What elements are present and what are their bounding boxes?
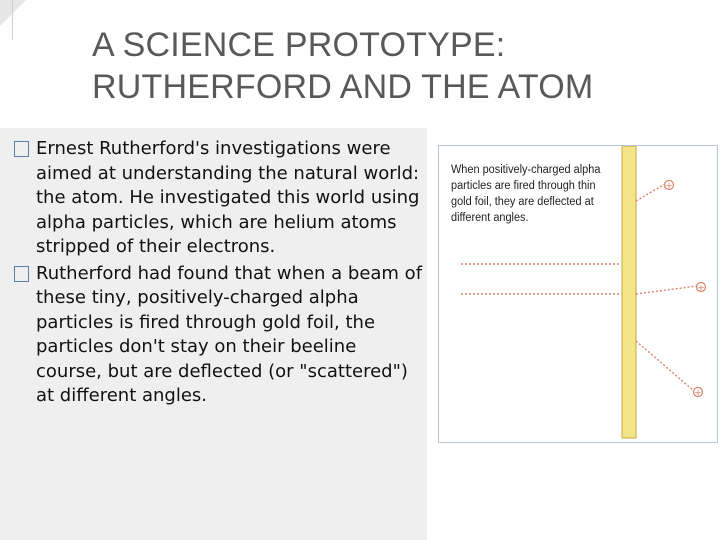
bullet-box-icon [14,266,29,282]
caption-line: When positively-charged alpha [451,164,601,176]
caption-line: different angles. [451,212,529,224]
caption-line: gold foil, they are deflected at [451,196,594,208]
bullet-item [14,262,424,409]
bullet-text: Rutherford had found that when a beam of these tiny, positively-charged alpha particles is fired through gold foil, the particles don't stay on their beeline course, but are deflected (or "scattered") at different angles. [36,262,423,406]
caption-line: particles are fired through thin [451,180,596,192]
bullet-list [14,137,424,411]
deflected-path [636,184,665,201]
particle-charge-label: + [665,181,673,192]
slide-title [92,24,702,108]
corner-decoration [0,0,30,40]
particle-charge-label: + [697,283,705,294]
particle-charge-label: + [694,388,702,399]
scattering-figure [438,145,718,443]
title-line-2: RUTHERFORD AND THE ATOM [92,68,594,106]
deflected-path [636,341,694,391]
bullet-box-icon [14,141,29,157]
bullet-text: Ernest Rutherford's investigations were aimed at understanding the natural world: the atom. He investigated this world using alpha particles, which are helium atoms stripped of their electrons. [36,138,420,257]
scattering-diagram [439,146,718,443]
gold-foil [622,146,636,438]
title-line-1: A SCIENCE PROTOTYPE: [92,26,506,64]
deflected-path [636,286,697,294]
bullet-item [14,137,424,260]
